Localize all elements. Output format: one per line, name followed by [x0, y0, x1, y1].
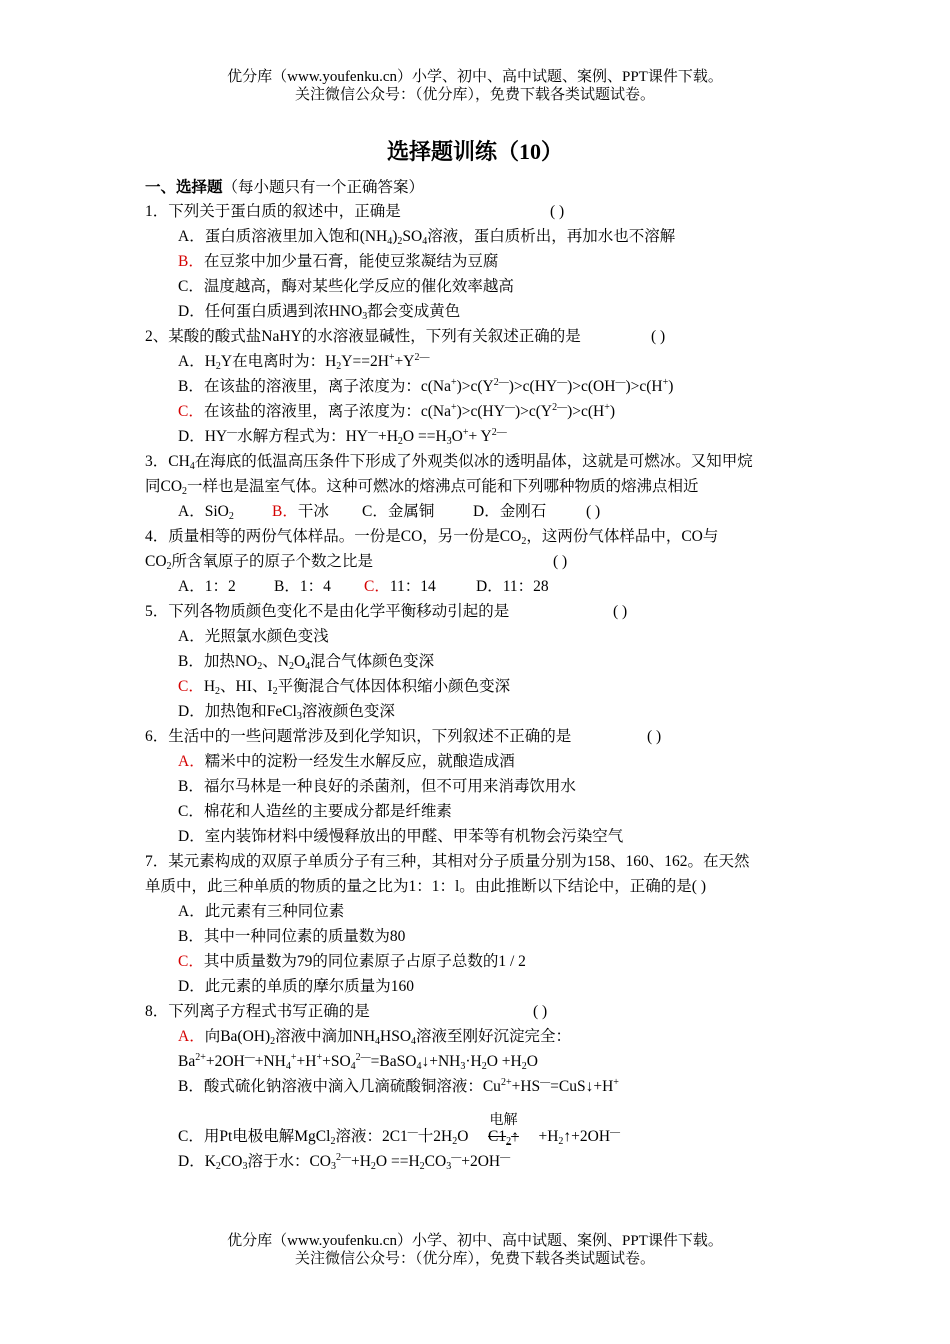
- footer-line-2: 关注微信公众号：（优分库），免费下载各类试题试卷。: [294, 1251, 655, 1267]
- header-line-2: 关注微信公众号：（优分库），免费下载各类试题试卷。: [294, 87, 655, 103]
- q4-options: A．1：2 B．1：4 C．11：14 D．11：28: [178, 578, 549, 595]
- q6-option-d: D．室内装饰材料中缓慢释放出的甲醛、甲苯等有机物会污染空气: [178, 828, 624, 845]
- question-7-line-2: 单质中，此三种单质的物质的量之比为1：1：l。由此推断以下结论中，正确的是( ): [145, 878, 707, 895]
- answer-paren: ( ): [550, 203, 565, 220]
- q8-option-b: B．酸式硫化钠溶液中滴入几滴硫酸铜溶液：$Cu^{2+}+HS^—=CuS↓+H^+$: [178, 1077, 619, 1095]
- header-line-1: 优分库（www.youfenku.cn）小学、初中、高中试题、案例、PPT课件下载。: [227, 69, 723, 85]
- q7-option-d: D．此元素的单质的摩尔质量为160: [178, 978, 414, 995]
- question-6-stem: 6．生活中的一些问题常涉及到化学知识，下列叙述不正确的是 ( ): [145, 728, 662, 745]
- q1-option-d: D．任何蛋白质遇到浓$HNO_3$都会变成黄色: [178, 303, 461, 322]
- question-3-line-2: 同$CO_2$一样也是温室气体。这种可燃冰的熔沸点可能和下列哪种物质的熔沸点相近: [145, 478, 699, 497]
- q7-option-c: C．其中质量数为79的同位素原子占原子总数的1 / 2: [178, 953, 526, 970]
- q1-option-a: A．蛋白质溶液里加入饱和$(NH_4)_2SO_4$溶液，蛋白质析出，再加水也不溶解: [178, 228, 676, 247]
- q8-option-d: D．$K_2CO_3$溶于水：$CO_3^{2—}+H_2O ==H_2CO_3^—+2OH^—$: [178, 1152, 511, 1172]
- q2-option-a: A．$H_2Y$在电离时为：$H_2Y==2H^++Y^{2—}$: [178, 352, 430, 372]
- question-7-line-1: 7．某元素构成的双原子单质分子有三种，其相对分子质量分别为158、160、162。在天然: [145, 853, 750, 870]
- q5-option-a: A．光照氯水颜色变浅: [178, 628, 329, 645]
- q8-option-a-equation: $Ba^{2+}+2OH^—+NH_4^++H^++SO_4^{2—}=BaSO_4↓+NH_3\cdot H_2O +H_2O$: [178, 1052, 538, 1072]
- q5-option-b: B．加热$NO_2$、$N_2O_4$混合气体颜色变深: [178, 653, 435, 672]
- question-5-stem: 5．下列各物质颜色变化不是由化学平衡移动引起的是 ( ): [145, 603, 628, 620]
- section-heading: 一、选择题（每小题只有一个正确答案）: [145, 179, 425, 196]
- q1-option-b: B．在豆浆中加少量石膏，能使豆浆凝结为豆腐: [178, 253, 499, 270]
- q3-options: A．SiO$_2$ B．干冰 C．金属铜 D．金刚石 ( ): [178, 503, 601, 522]
- q5-option-d: D．加热饱和FeCl$_3$溶液颜色变深: [178, 703, 395, 722]
- q5-option-c: C．$H_2$、HI、$I_2$平衡混合气体因体积缩小颜色变深: [178, 678, 511, 697]
- footer-line-1: 优分库（www.youfenku.cn）小学、初中、高中试题、案例、PPT课件下载。: [227, 1233, 723, 1249]
- q1-option-c: C．温度越高，酶对某些化学反应的催化效率越高: [178, 278, 514, 295]
- q6-option-b: B．福尔马林是一种良好的杀菌剂，但不可用来消毒饮用水: [178, 778, 576, 795]
- page-title: 选择题训练（10）: [386, 139, 563, 164]
- question-3-line-1: 3．$CH_4$在海底的低温高压条件下形成了外观类似冰的透明晶体，这就是可燃冰。又知甲烷: [145, 453, 753, 472]
- q2-option-c: C．在该盐的溶液里，离子浓度为：$c(Na^+)>c(HY^—)>c(Y^{2—})>c(H^+)$: [178, 402, 616, 420]
- q6-option-a: A．糯米中的淀粉一经发生水解反应，就酿造成酒: [178, 753, 515, 770]
- question-1-stem: 1．下列关于蛋白质的叙述中，正确是 ( ): [145, 203, 565, 220]
- q2-option-d: D．HY—水解方程式为：$HY^—+H_2O ==H_3O^++ Y^{2—}$: [178, 427, 507, 447]
- question-2-stem: 2、某酸的酸式盐NaHY的水溶液显碱性，下列有关叙述正确的是 ( ): [145, 328, 666, 345]
- q2-option-b: B．在该盐的溶液里，离子浓度为：$c(Na^+)>c(Y^{2—})>c(HY^—)>c(OH^—)>c(H^+)$: [178, 377, 674, 395]
- q6-option-c: C．棉花和人造丝的主要成分都是纤维素: [178, 803, 452, 820]
- q7-option-b: B．其中一种同位素的质量数为80: [178, 928, 406, 945]
- question-4-line-1: 4．质量相等的两份气体样品。一份是CO，另一份是$CO_2$，这两份气体样品中，CO与: [145, 528, 719, 547]
- electrolysis-arrow: 电解 $C1_2↑$: [488, 1113, 519, 1147]
- q8-option-c: C．用Pt电极电解MgCl$_2$溶液：2C1—十$2H_2O$ 电解 $C1_2↑$ $+H_2↑+2OH^—$: [178, 1113, 621, 1147]
- q8-option-a: A．向$Ba(OH)_2$溶液中滴加$NH_4HSO_4$溶液至刚好沉淀完全：: [178, 1028, 572, 1047]
- question-4-line-2: $CO_2$所含氧原子的原子个数之比是 ( ): [145, 553, 568, 572]
- question-8-stem: 8．下列离子方程式书写正确的是 ( ): [145, 1003, 548, 1020]
- q7-option-a: A．此元素有三种同位素: [178, 903, 345, 920]
